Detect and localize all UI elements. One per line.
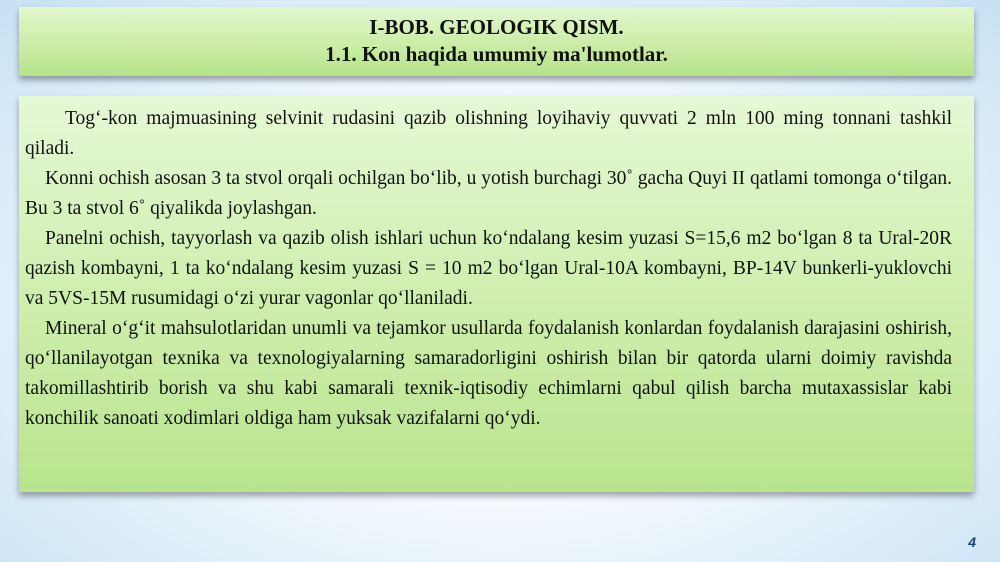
slide-subtitle: 1.1. Kon haqida umumiy ma'lumotlar.: [325, 42, 668, 66]
paragraph: Panelni ochish, tayyorlash va qazib olish ishlari uchun ko‘ndalang kesim yuzasi S=15,6 m2 bo‘lgan 8 ta Ural-20R qazish kombayni, 1 ta ko‘ndalang kesim yuzasi S = 10 m2 bo‘lgan Ural-10A kombayni, BP-14V bunkerli-yuklovchi va 5VS-15M rusumidagi o‘zi yurar vagonlar qo‘llaniladi.: [25, 228, 952, 309]
paragraph: Tog‘-kon majmuasining selvinit rudasini qazib olishning loyihaviy quvvati 2 mln 100 ming tonnani tashkil qiladi.: [25, 108, 952, 159]
paragraph: Mineral o‘g‘it mahsulotlaridan unumli va tejamkor usullarda foydalanish konlardan foydalanish darajasini oshirish, qo‘llanilayotgan texnika va texnologiyalarning samaradorligini oshirish bilan bir qatorda ularni doimiy ravishda takomillashtirib borish va shu kabi samarali texnik-iqtisodiy echimlarni qabul qilish barcha mutaxassislar kabi konchilik sanoati xodimlari oldiga ham yuksak vazifalarni qo‘ydi.: [25, 318, 952, 429]
title-box: [19, 7, 974, 76]
paragraph: Konni ochish asosan 3 ta stvol orqali ochilgan bo‘lib, u yotish burchagi 30˚ gacha Quyi II qatlami tomonga o‘tilgan. Bu 3 ta stvol 6˚ qiyalikda joylashgan.: [25, 168, 952, 219]
page-number: 4: [968, 534, 976, 550]
content-box: [19, 96, 974, 492]
slide-title: I-BOB. GEOLOGIK QISM.: [369, 15, 624, 39]
